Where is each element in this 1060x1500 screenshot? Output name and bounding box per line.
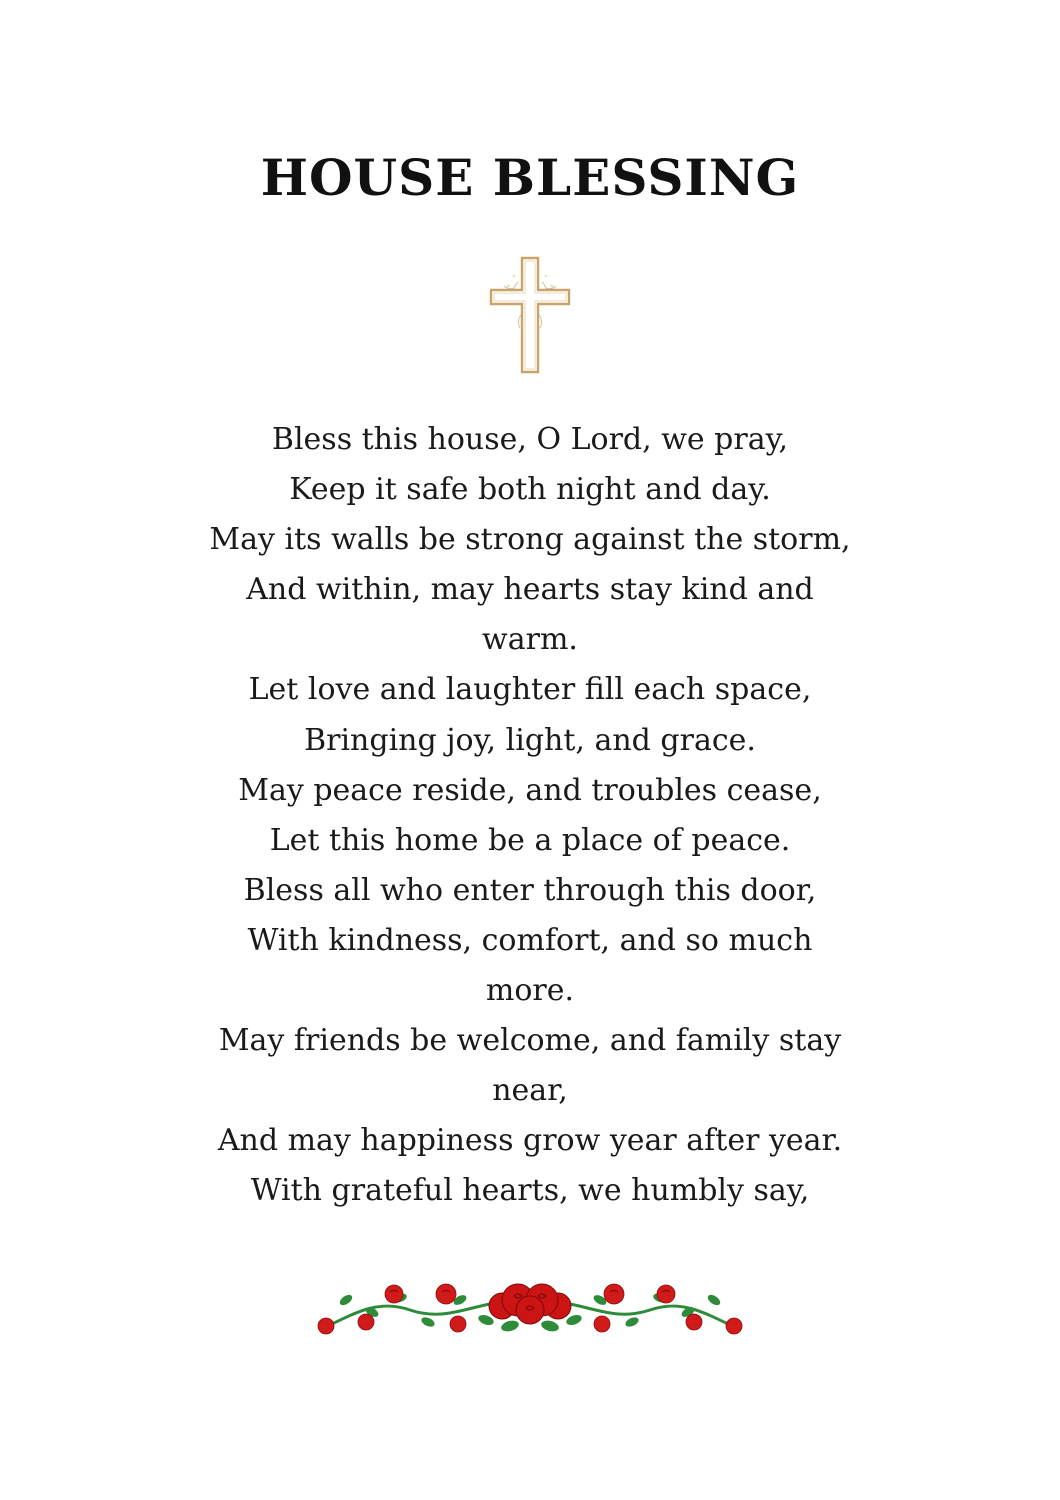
poem-line: And may happiness grow year after year. [217, 1123, 843, 1159]
poem-line: With kindness, comfort, and so much [247, 922, 813, 958]
poem-line: more. [485, 973, 575, 1009]
poem-line: And within, may hearts stay kind and [246, 572, 814, 608]
poem-line: Let this home be a place of peace. [269, 822, 791, 858]
poem-line: warm. [482, 622, 578, 658]
poem-line: May its walls be strong against the storm, [209, 522, 851, 558]
poem-body [150, 415, 910, 1217]
rose-vine-icon [310, 1270, 750, 1350]
poem-line: near, [492, 1073, 568, 1109]
poem-line: May peace reside, and troubles cease, [238, 772, 822, 808]
poem-line: May friends be welcome, and family stay [218, 1023, 842, 1059]
cross-icon [478, 252, 582, 378]
poem-line: Bless all who enter through this door, [243, 872, 817, 908]
page-title: HOUSE BLESSING [260, 148, 800, 207]
poem-line: Let love and laughter fill each space, [248, 672, 812, 708]
poem-line: Bringing joy, light, and grace. [304, 722, 756, 758]
poem-line: With grateful hearts, we humbly say, [250, 1173, 810, 1209]
poem-line: Bless this house, O Lord, we pray, [271, 422, 789, 457]
poem-line: Keep it safe both night and day. [289, 472, 771, 508]
